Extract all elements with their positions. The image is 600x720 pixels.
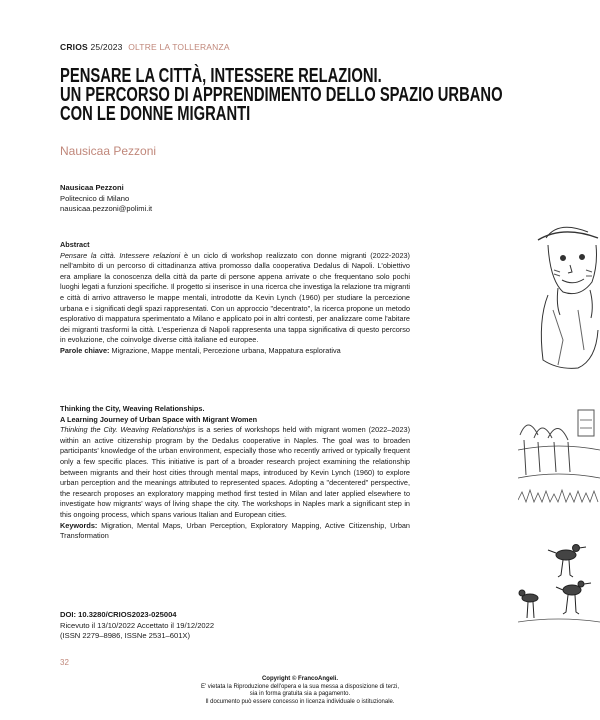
author-name-heading: Nausicaa Pezzoni: [60, 144, 157, 158]
title-line-1: PENSARE LA CITTÀ, INTESSERE RELAZIONI.: [60, 64, 382, 87]
page-number: 32: [60, 658, 69, 667]
journal-header: [60, 42, 230, 52]
author-institution: Politecnico di Milano: [60, 193, 130, 203]
copyright-line-1: Copyright © FrancoAngeli.: [261, 676, 339, 682]
article-title: [60, 64, 503, 125]
abstract-heading: Abstract: [60, 240, 90, 249]
title-line-3: CON LE DONNE MIGRANTI: [60, 102, 251, 125]
author-email[interactable]: nausicaa.pezzoni@polimi.it: [60, 204, 153, 213]
abstract-italian: [60, 240, 410, 357]
abstract-italian-body: [60, 251, 410, 346]
keywords-italian-values: Migrazione, Mappe mentali, Percezione urbana, Mappatura esplorativa: [109, 345, 341, 355]
drawn-grass: [518, 490, 598, 502]
doi-line[interactable]: DOI: 10.3280/CRIOS2023-025004: [60, 610, 177, 619]
drawn-crowd: [518, 410, 600, 478]
abstract-english-title: Thinking the City. Weaving Relationships: [60, 425, 196, 435]
received-accepted-line: Ricevuto il 13/10/2022 Accettato il 19/12/2022: [60, 620, 215, 630]
keywords-english-label: Keywords:: [60, 520, 98, 530]
copyright-line-4: Il documento può essere concesso in licenza individuale o istituzionale.: [205, 698, 395, 705]
journal-issue: 25/2023: [90, 42, 123, 52]
abstract-english-text: is a series of workshops held with migrant women (2022–2023) within an active citizenship program by the Dedalus cooperative in Naples. The goal was to broaden participants' knowledge of the urban environment, especially those who recently arrived or typically frequent only a few specific places. This initiative is part of a broader research project examining the relationship between migrants and their host cities through mental maps, introduced by Kevin Lynch (1960) to explore urban perception and the meanings attributed to represented spaces. Adopting a "decentered" perspective, the research proposes an exploratory mapping method first tested in Milan and later applied elsewhere to investigate how migrants' ways of living shape the city. The workshops in Naples mark a significant step in this ongoing process, which spans various Italian and European cities.: [60, 425, 410, 519]
abstract-italian-title: Pensare la città. Intessere relazioni: [60, 250, 181, 260]
copyright-line-3: sia in forma gratuita sia a pagamento.: [249, 691, 351, 698]
journal-section: OLTRE LA TOLLERANZA: [128, 42, 230, 52]
drawn-bird-3: [519, 590, 538, 618]
keywords-italian-label: Parole chiave:: [60, 345, 110, 355]
drawn-bird-1: [548, 545, 586, 578]
drawn-figure: [538, 227, 598, 368]
keywords-italian: [60, 346, 410, 357]
keywords-english: [60, 521, 410, 542]
abstract-english-body: [60, 425, 410, 520]
english-title-line-2: A Learning Journey of Urban Space with Migrant Women: [60, 414, 258, 424]
doi-block: [60, 610, 214, 642]
drawn-bird-2: [556, 581, 591, 614]
abstract-english: [60, 404, 410, 542]
keywords-english-values: Migration, Mental Maps, Urban Perception, Exploratory Mapping, Active Citizenship, Urban Transformation: [60, 520, 410, 541]
copyright-line-2: E' vietata la Riproduzione dell'opera e la sua messa a disposizione di terzi,: [200, 683, 400, 690]
journal-name: CRIOS: [60, 42, 88, 52]
title-line-2: UN PERCORSO DI APPRENDIMENTO DELLO SPAZIO URBANO: [60, 83, 503, 106]
author-affiliation-block: [60, 183, 152, 215]
english-title-line-1: Thinking the City, Weaving Relationships.: [60, 404, 205, 413]
abstract-italian-text: è un ciclo di workshop realizzato con donne migranti (2022-2023) nell'ambito di un percorso di cittadinanza attiva promosso dalla cooperativa Dedalus di Napoli. L'obiettivo era ampliare la conoscenza della città da parte di persone appena arrivate o che frequentano solo pochi luoghi legati a funzioni specifiche. Il progetto si inserisce in una ricerca che investiga la relazione tra migranti e città di arrivo attraverso le mappe mentali, introdotte da Kevin Lynch (1960) per studiare la percezione urbana e i significati degli spazi rappresentati. Con un approccio "decentrato", la ricerca propone un metodo esplorativo di mappatura sperimentato a Milano e applicato poi in altri contesti, per analizzare come l'abitare dei migranti trasformi la città. L'esperienza di Napoli rappresenta una tappa significativa di questo percorso in evoluzione, che coinvolge diverse città italiane ed europee.: [60, 250, 410, 345]
author-name: Nausicaa Pezzoni: [60, 183, 124, 192]
hand-drawn-illustration: [518, 210, 600, 630]
copyright-notice: [150, 676, 450, 706]
issn-line: (ISSN 2279–8986, ISSNe 2531–601X): [60, 631, 191, 640]
